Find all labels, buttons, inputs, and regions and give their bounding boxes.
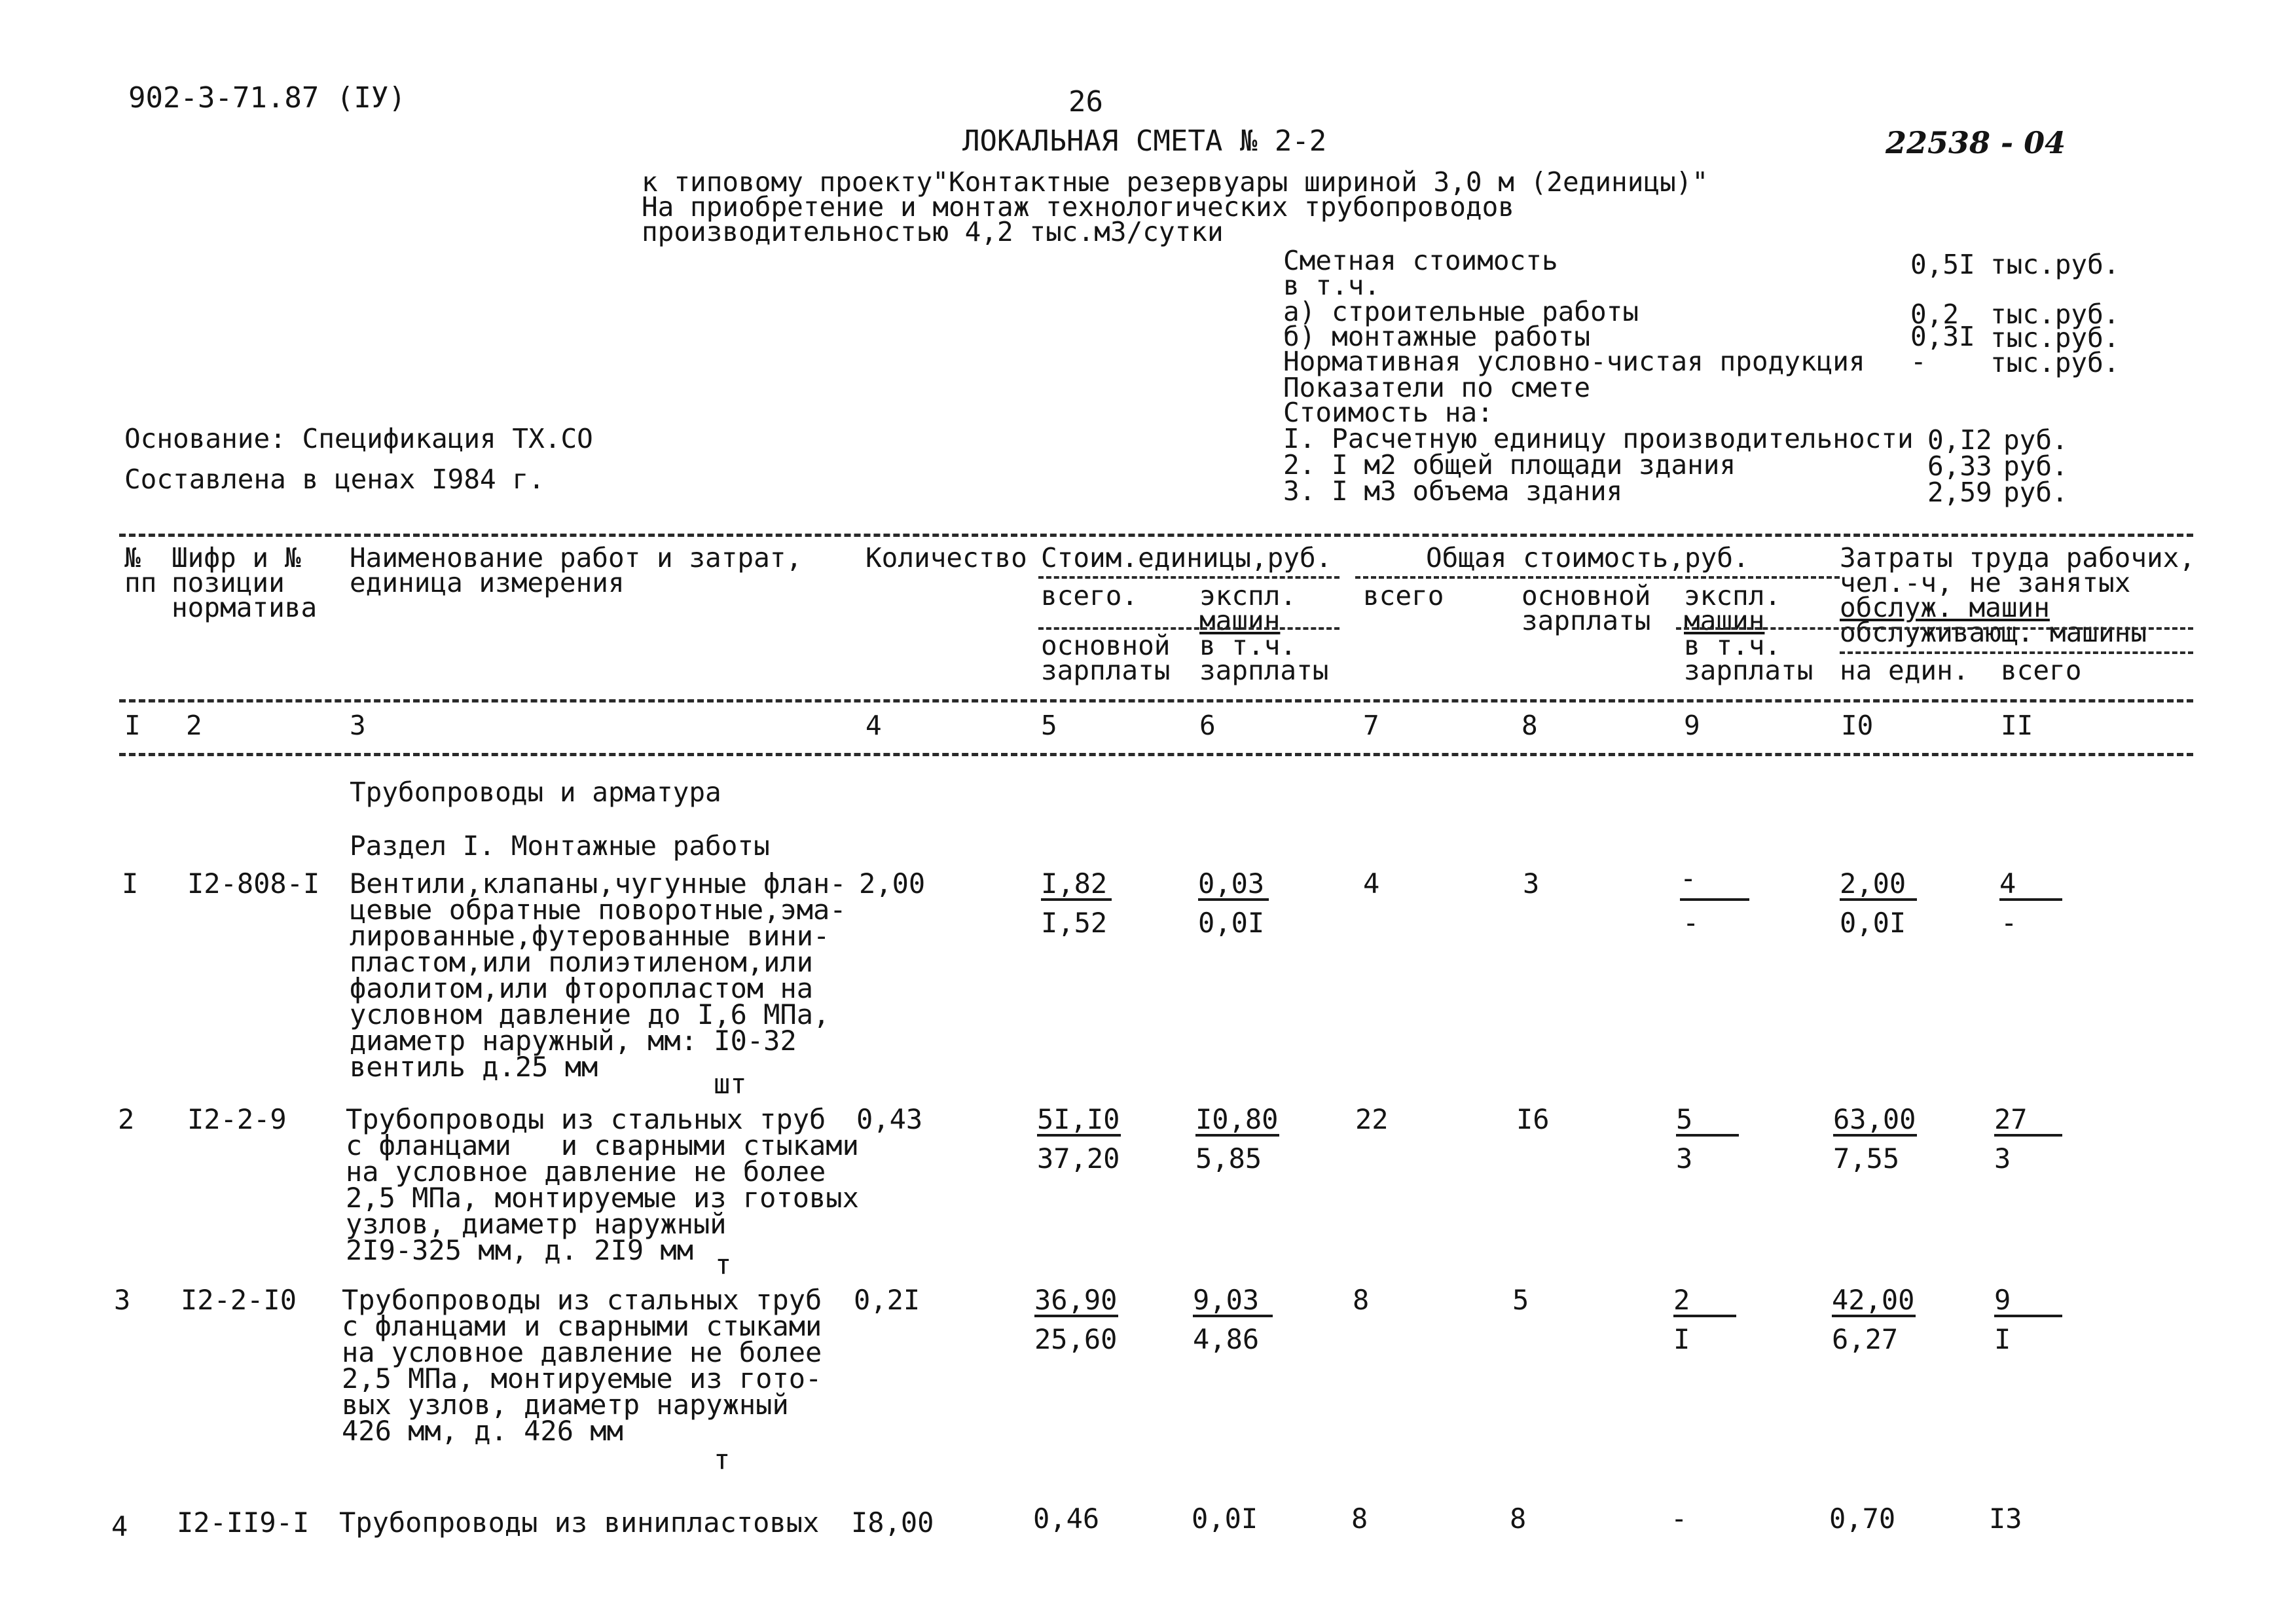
col1-head: № bbox=[124, 542, 141, 574]
col6-head-top: экспл. bbox=[1199, 580, 1297, 611]
total-cost: 4 bbox=[1363, 867, 1380, 900]
col-number: I bbox=[124, 710, 141, 741]
total-wages: 5 bbox=[1512, 1284, 1529, 1316]
total-machine-wages: - bbox=[1683, 907, 1700, 939]
labor-per-unit: 42,00 bbox=[1832, 1284, 1915, 1316]
value-underline bbox=[1037, 1134, 1121, 1137]
total-wages: I6 bbox=[1516, 1103, 1550, 1135]
row-name-line: диаметр наружный, мм: I0-32 bbox=[350, 1025, 797, 1057]
unit-cost-machines: I0,80 bbox=[1195, 1103, 1279, 1135]
row-name-line: условном давление до I,6 МПа, bbox=[350, 998, 830, 1030]
summary-label: Нормативная условно-чистая продукция bbox=[1283, 346, 1865, 377]
unit-cost-machines: 0,03 bbox=[1198, 867, 1265, 900]
value-underline bbox=[1994, 1315, 2062, 1317]
total-machine-wages: I bbox=[1673, 1323, 1690, 1355]
header-inner-rule bbox=[1038, 576, 1339, 579]
row-name-line: узлов, диаметр наружный bbox=[346, 1208, 727, 1240]
summary-label: 2. I м2 общей площади здания bbox=[1283, 449, 1736, 481]
col9-head-bottom: в т.ч. bbox=[1684, 630, 1781, 661]
summary-value: 0,5I bbox=[1910, 249, 1975, 280]
unit-cost-machines: 9,03 bbox=[1193, 1284, 1260, 1316]
summary-label: в т.ч. bbox=[1283, 270, 1381, 301]
labor-total-machines: - bbox=[2001, 907, 2018, 939]
subtitle-line-1: к типовому проекту"Контактные резервуары шириной 3,0 м (2единицы)" bbox=[642, 166, 1709, 198]
col-number: 7 bbox=[1363, 710, 1379, 741]
labor-total-machines: I bbox=[1994, 1323, 2011, 1355]
row-name-line: цевые обратные поворотные,эма- bbox=[350, 894, 847, 926]
labor-head: чел.-ч, не занятых bbox=[1840, 567, 2131, 598]
row-qty: 0,43 bbox=[856, 1103, 923, 1135]
section-title: Трубопроводы и арматура bbox=[350, 776, 721, 808]
value-underline bbox=[1195, 1134, 1279, 1137]
col-number: 2 bbox=[186, 710, 202, 741]
row-name-line: 2I9-325 мм, д. 2I9 мм bbox=[346, 1234, 694, 1266]
table-top-rule bbox=[119, 534, 2193, 537]
row-name-line: Трубопроводы из винипластовых bbox=[339, 1506, 820, 1539]
total-cost: 22 bbox=[1355, 1103, 1389, 1135]
col9-head-bottom: зарплаты bbox=[1684, 655, 1813, 686]
col1-head: пп bbox=[124, 567, 157, 598]
labor-per-unit: 63,00 bbox=[1833, 1103, 1916, 1135]
row-name-line: 426 мм, д. 426 мм bbox=[342, 1415, 623, 1447]
col-number: 6 bbox=[1199, 710, 1216, 741]
summary-label: 3. I м3 объема здания bbox=[1283, 475, 1623, 507]
summary-value: 6,33 bbox=[1927, 450, 1992, 482]
summary-label: Показатели по смете bbox=[1283, 372, 1590, 403]
value-underline bbox=[1680, 898, 1749, 901]
summary-unit: руб. bbox=[2003, 477, 2068, 508]
row-number: 3 bbox=[114, 1284, 131, 1316]
col10-head: на един. bbox=[1840, 655, 1969, 686]
row-code: I2-808-I bbox=[187, 867, 320, 900]
col-number: 8 bbox=[1522, 710, 1538, 741]
total-wages: 3 bbox=[1523, 867, 1540, 900]
summary-label: Стоимость на: bbox=[1283, 397, 1493, 428]
col8-head: зарплаты bbox=[1522, 605, 1651, 636]
col-number: 3 bbox=[350, 710, 366, 741]
row-name-line: на условное давление не более bbox=[346, 1156, 826, 1188]
total-wages: 8 bbox=[1510, 1503, 1527, 1535]
summary-unit: тыс.руб. bbox=[1990, 347, 2120, 378]
col6-head-bottom: зарплаты bbox=[1199, 655, 1329, 686]
col9-head-top: машин bbox=[1684, 605, 1765, 636]
col5-head-bottom: зарплаты bbox=[1041, 655, 1171, 686]
row-unit: шт bbox=[714, 1068, 747, 1100]
col5-head-top: всего. bbox=[1041, 580, 1139, 611]
total-machines: - bbox=[1671, 1503, 1688, 1535]
summary-unit: тыс.руб. bbox=[1990, 322, 2120, 354]
total-machines: 5 bbox=[1676, 1103, 1693, 1135]
col3-head: Наименование работ и затрат, bbox=[350, 542, 803, 574]
value-underline bbox=[1999, 898, 2062, 901]
labor-total: 9 bbox=[1994, 1284, 2011, 1316]
row-name-line: на условное давление не более bbox=[342, 1336, 822, 1368]
col-number: 4 bbox=[866, 710, 882, 741]
labor-total: I3 bbox=[1989, 1503, 2022, 1535]
document-code: 902-3-71.87 (IУ) bbox=[128, 81, 406, 115]
col7-head: всего bbox=[1363, 580, 1444, 611]
row-code: I2-II9-I bbox=[177, 1506, 310, 1539]
row-name-line: 2,5 МПа, монтируемые из гото- bbox=[342, 1362, 822, 1395]
row-qty: 0,2I bbox=[854, 1284, 920, 1316]
row-unit: т bbox=[714, 1444, 731, 1476]
unit-cost-total: 5I,I0 bbox=[1037, 1103, 1120, 1135]
header-inner-rule bbox=[1840, 651, 2193, 654]
summary-value: - bbox=[1910, 346, 1927, 377]
summary-label: б) монтажные работы bbox=[1283, 321, 1590, 352]
value-underline bbox=[1041, 898, 1112, 901]
col2-head: Шифр и № bbox=[172, 542, 301, 574]
col-number: 9 bbox=[1684, 710, 1700, 741]
unit-cost-wages: 37,20 bbox=[1037, 1142, 1120, 1175]
estimate-title: ЛОКАЛЬНАЯ СМЕТА № 2-2 bbox=[962, 124, 1327, 158]
unit-cost-machines: 0,0I bbox=[1192, 1503, 1258, 1535]
value-underline bbox=[1198, 898, 1269, 901]
col4-head: Количество bbox=[866, 542, 1027, 574]
subtitle-line-3: производительностью 4,2 тыс.м3/сутки bbox=[642, 216, 1224, 247]
summary-value: 0,3I bbox=[1910, 321, 1975, 352]
col8-head: основной bbox=[1522, 580, 1651, 611]
col2-head: позиции bbox=[172, 567, 285, 598]
unit-cost-total: 36,90 bbox=[1034, 1284, 1118, 1316]
col-number: 5 bbox=[1041, 710, 1057, 741]
unit-cost-wages: 25,60 bbox=[1034, 1323, 1118, 1355]
labor-total: 4 bbox=[1999, 867, 2016, 900]
page-number: 26 bbox=[1068, 85, 1103, 119]
subsection-title: Раздел I. Монтажные работы bbox=[350, 830, 770, 862]
unit-cost-total: 0,46 bbox=[1033, 1503, 1100, 1535]
row-name-line: с фланцами и сварными стыками bbox=[346, 1129, 859, 1161]
unit-cost-wages: I,52 bbox=[1041, 907, 1108, 939]
labor-per-unit-machines: 0,0I bbox=[1840, 907, 1906, 939]
unit-cost-machine-wages: 5,85 bbox=[1195, 1142, 1262, 1175]
labor-per-unit-machines: 7,55 bbox=[1833, 1142, 1900, 1175]
row-code: I2-2-9 bbox=[187, 1103, 287, 1135]
unit-cost-head: Стоим.единицы,руб. bbox=[1041, 542, 1332, 574]
value-underline bbox=[1840, 898, 1917, 901]
row-name-line: лированные,футерованные вини- bbox=[350, 920, 830, 952]
row-name-line: пластом,или полиэтиленом,или bbox=[350, 946, 814, 978]
summary-value: 0,I2 bbox=[1927, 424, 1992, 456]
total-machines: 2 bbox=[1673, 1284, 1690, 1316]
total-machines: - bbox=[1680, 862, 1697, 894]
col2-head: норматива bbox=[172, 592, 318, 623]
row-name-line: вентиль д.25 мм bbox=[350, 1051, 598, 1083]
total-machine-wages: 3 bbox=[1676, 1142, 1693, 1175]
value-underline bbox=[1034, 1315, 1118, 1317]
unit-cost-total: I,82 bbox=[1041, 867, 1108, 900]
unit-cost-machine-wages: 4,86 bbox=[1193, 1323, 1260, 1355]
value-underline bbox=[1833, 1134, 1917, 1137]
summary-label: I. Расчетную единицу производительности bbox=[1283, 423, 1914, 454]
prices-line: Составлена в ценах I984 г. bbox=[124, 464, 545, 495]
labor-total: 27 bbox=[1994, 1103, 2028, 1135]
labor-subhead: обслуж. машин bbox=[1840, 592, 2050, 623]
subtitle-line-2: На приобретение и монтаж технологических трубопроводов bbox=[642, 191, 1514, 223]
labor-subhead: обслуживающ. машины bbox=[1840, 617, 2147, 648]
row-unit: т bbox=[715, 1249, 732, 1281]
labor-head: Затраты труда рабочих, bbox=[1840, 542, 2196, 574]
summary-value: 0,2 bbox=[1910, 299, 1959, 330]
header-inner-rule bbox=[1038, 627, 1339, 630]
summary-label: Сметная стоимость bbox=[1283, 245, 1558, 276]
row-qty: 2,00 bbox=[859, 867, 926, 900]
row-number: 4 bbox=[111, 1510, 128, 1542]
value-underline bbox=[1994, 1134, 2062, 1137]
total-cost: 8 bbox=[1353, 1284, 1370, 1316]
col5-head-bottom: основной bbox=[1041, 630, 1171, 661]
summary-label: а) строительные работы bbox=[1283, 296, 1639, 327]
value-underline bbox=[1832, 1315, 1916, 1317]
col6-head-top: машин bbox=[1199, 605, 1281, 636]
col3-head: единица измерения bbox=[350, 567, 625, 598]
summary-unit: тыс.руб. bbox=[1990, 249, 2120, 280]
summary-unit: тыс.руб. bbox=[1990, 299, 2120, 330]
row-name-line: фаолитом,или фторопластом на bbox=[350, 972, 814, 1004]
col-number: I0 bbox=[1841, 710, 1874, 741]
row-qty: I8,00 bbox=[851, 1506, 934, 1539]
row-name-line: 2,5 МПа, монтируемые из готовых bbox=[346, 1182, 859, 1214]
summary-value: 2,59 bbox=[1927, 477, 1992, 508]
summary-unit: руб. bbox=[2003, 450, 2068, 482]
row-name-line: Вентили,клапаны,чугунные флан- bbox=[350, 867, 847, 900]
col6-head-bottom: в т.ч. bbox=[1199, 630, 1297, 661]
handwritten-register-number: 22538 - 04 bbox=[1886, 125, 2066, 160]
row-code: I2-2-I0 bbox=[181, 1284, 297, 1316]
row-number: I bbox=[122, 867, 139, 900]
labor-per-unit: 0,70 bbox=[1829, 1503, 1896, 1535]
row-name-line: вых узлов, диаметр наружный bbox=[342, 1389, 789, 1421]
basis-line: Основание: Спецификация ТХ.СО bbox=[124, 423, 593, 454]
col9-head-top: экспл. bbox=[1684, 580, 1781, 611]
unit-cost-machine-wages: 0,0I bbox=[1198, 907, 1265, 939]
labor-per-unit-machines: 6,27 bbox=[1832, 1323, 1899, 1355]
summary-unit: руб. bbox=[2003, 424, 2068, 456]
col11-head: всего bbox=[2001, 655, 2082, 686]
total-cost: 8 bbox=[1351, 1503, 1368, 1535]
row-name-line: Трубопроводы из стальных труб bbox=[346, 1103, 826, 1135]
header-bottom-rule bbox=[119, 699, 2193, 702]
header-inner-rule bbox=[1355, 576, 1840, 579]
value-underline bbox=[1193, 1315, 1273, 1317]
total-cost-head: Общая стоимость,руб. bbox=[1426, 542, 1749, 574]
value-underline bbox=[1676, 1134, 1739, 1137]
labor-total-machines: 3 bbox=[1994, 1142, 2011, 1175]
value-underline bbox=[1673, 1315, 1736, 1317]
row-name-line: с фланцами и сварными стыками bbox=[342, 1310, 822, 1342]
labor-per-unit: 2,00 bbox=[1840, 867, 1906, 900]
col-number: II bbox=[2001, 710, 2033, 741]
header-inner-rule bbox=[1676, 627, 2193, 630]
row-number: 2 bbox=[118, 1103, 135, 1135]
column-numbers-rule bbox=[119, 753, 2193, 756]
row-name-line: Трубопроводы из стальных труб bbox=[342, 1284, 822, 1316]
